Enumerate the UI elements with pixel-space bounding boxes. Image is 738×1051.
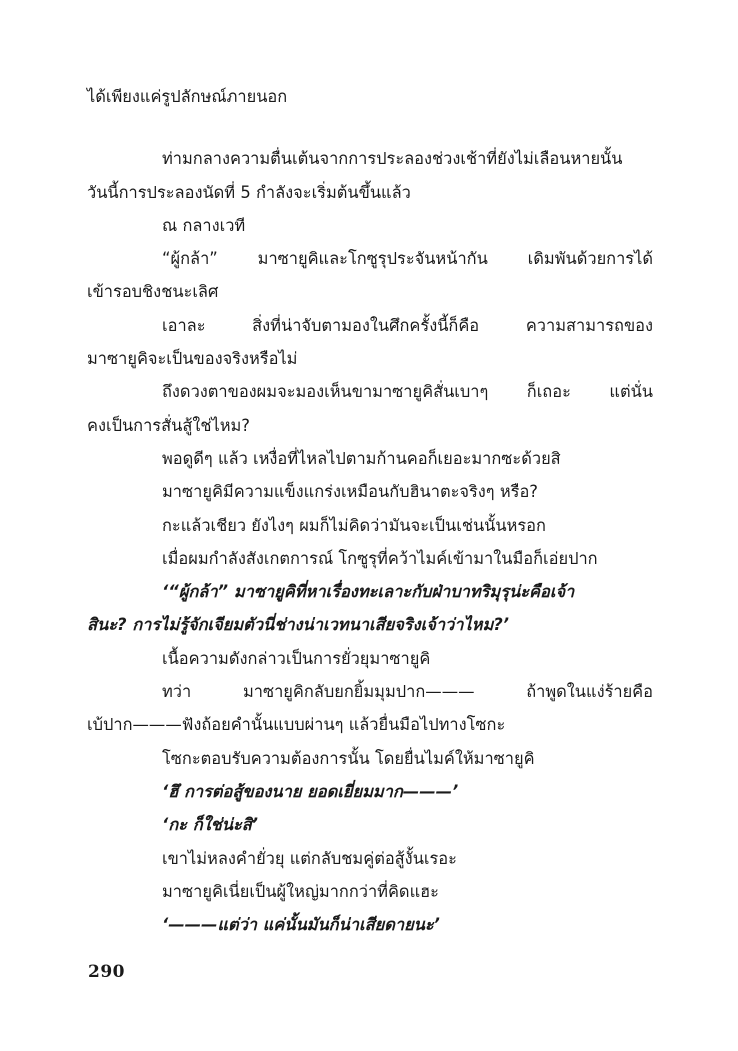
text-segment: ‘———แต่ว่า [162,915,258,935]
text-segment: ได้เพียงแค่รูปลักษณ์ภายนอก [87,87,288,106]
text-line [87,842,653,875]
text-line [87,176,653,209]
text-segment: การต่อสู้ของนาย [183,781,302,801]
text-line [87,275,653,308]
text-line [87,142,653,175]
text-segment: มาซายูคิกลับยกยิ้มมุมปาก——— [242,682,475,702]
text-segment: มาซายูคิที่หาเรื่องทะเลาะกับฝ่าบาทริมุรุน่ะคือเจ้า [233,582,575,602]
text-segment: มาซายูคิจะเป็นของจริงหรือไม่ [87,349,298,369]
text-segment: กลางเวที [182,215,246,235]
text-segment: 5 [240,182,251,202]
text-segment: ทว่า [162,682,192,702]
text-segment: สินะ? [87,615,127,635]
text-segment: เข้ารอบชิงชนะเลิศ [87,282,219,302]
text-segment: แต่นั่น [609,382,653,402]
text-line [87,775,653,808]
text-segment: ยอดเยี่ยมมาก———’ [307,781,459,801]
text-segment: โดยยื่นไมค์ให้มาซายูคิ [374,748,535,768]
text-segment: ผมก็ไม่คิดว่ามันจะเป็นเช่นนั้นหรอก [299,515,546,535]
text-segment: ก็เถอะ [526,382,571,402]
text-line [87,608,653,641]
text-segment: แต่กลับชมคู่ต่อสู้งั้นเรอะ [289,848,457,868]
text-line [87,575,653,608]
text-segment: ถ้าพูดในแง่ร้ายคือ [526,682,653,702]
text-segment: ท่ามกลางความตื่นเต้นจากการประลองช่วงเช้าที่ยังไม่เลือนหายนั้น [162,149,623,169]
text-segment: วันนี้การประลองนัดที่ [87,182,236,202]
text-segment: เบ้ปาก———ฟังถ้อยคำนั้นแบบผ่านๆ [87,715,344,735]
text-segment: เมื่อผมกำลังสังเกตการณ์ [162,548,334,568]
text-line [87,875,653,908]
text-segment: “ผู้กล้า” [162,249,218,269]
text-segment: สิ่งที่น่าจับตามองในศึกครั้งนี้ก็คือ [252,315,480,335]
text-segment: กำลังจะเริ่มต้นขึ้นแล้ว [255,182,411,202]
text-segment: ณ [162,215,178,235]
text-line [87,742,653,775]
text-segment: เหงื่อที่ไหลไปตามก้านคอก็เยอะมากซะด้วยสิ [253,448,561,468]
text-segment: กะแล้วเชียว [162,515,247,535]
text-segment: โซกะตอบรับความต้องการนั้น [162,748,370,768]
text-segment: เนื้อความดังกล่าวเป็นการยั่วยุมาซายูคิ [162,648,431,668]
text-segment: เอาละ [162,315,206,335]
text-line [87,675,653,708]
text-line [87,409,653,442]
text-line [87,509,653,542]
text-segment: ถึงดวงตาของผมจะมองเห็นขามาซายูคิสั่นเบาๆ [162,382,489,402]
text-segment: โกซูรุที่คว้าไมค์เข้ามาในมือก็เอ่ยปาก [338,548,598,568]
body-text [87,80,653,941]
text-line [87,442,653,475]
text-segment: ‘กะ [162,815,187,835]
text-segment: ‘“ผู้กล้า” [162,582,229,602]
text-line [87,209,653,242]
text-segment: เขาไม่หลงคำยั่วยุ [162,848,285,868]
text-segment: ยังไงๆ [251,515,294,535]
text-line [87,642,653,675]
text-segment: ก็ใช่น่ะสิ’ [192,815,258,835]
text-line [87,908,653,941]
text-segment: ความสามารถของ [525,315,653,335]
text-segment: มาซายูคิเนี่ยเป็นผู้ใหญ่มากกว่าที่คิดแฮะ [162,881,439,901]
text-segment: การไม่รู้จักเจียมตัวนี่ช่างน่าเวทนาเสียจริงเจ้าว่าไหม?’ [132,615,510,635]
text-line [87,475,653,508]
text-line [87,342,653,375]
page-number: 290 [88,962,125,982]
text-segment: เดิมพันด้วยการได้ [527,249,653,269]
text-segment: มาซายูคิมีความแข็งแกร่งเหมือนกับฮินาตะจริงๆ [162,482,495,502]
text-line [87,80,653,113]
text-line [87,808,653,841]
text-segment: มาซายูคิและโกซูรุประจันหน้ากัน [257,249,488,269]
text-line [87,542,653,575]
text-line [87,242,653,275]
text-line [87,375,653,408]
text-line [87,708,653,741]
text-segment: แล้วยื่นมือไปทางโซกะ [348,715,506,735]
text-segment: แค่นั้นมันก็น่าเสียดายนะ’ [262,915,440,935]
text-segment: หรือ? [499,482,538,502]
text-segment: ‘ฮึ [162,781,179,801]
text-segment: คงเป็นการสั่นสู้ใช่ไหม? [87,415,251,435]
text-segment: แล้ว [217,448,248,468]
text-line [87,309,653,342]
paragraph-gap [87,113,653,142]
text-segment: พอดูดีๆ [162,448,213,468]
